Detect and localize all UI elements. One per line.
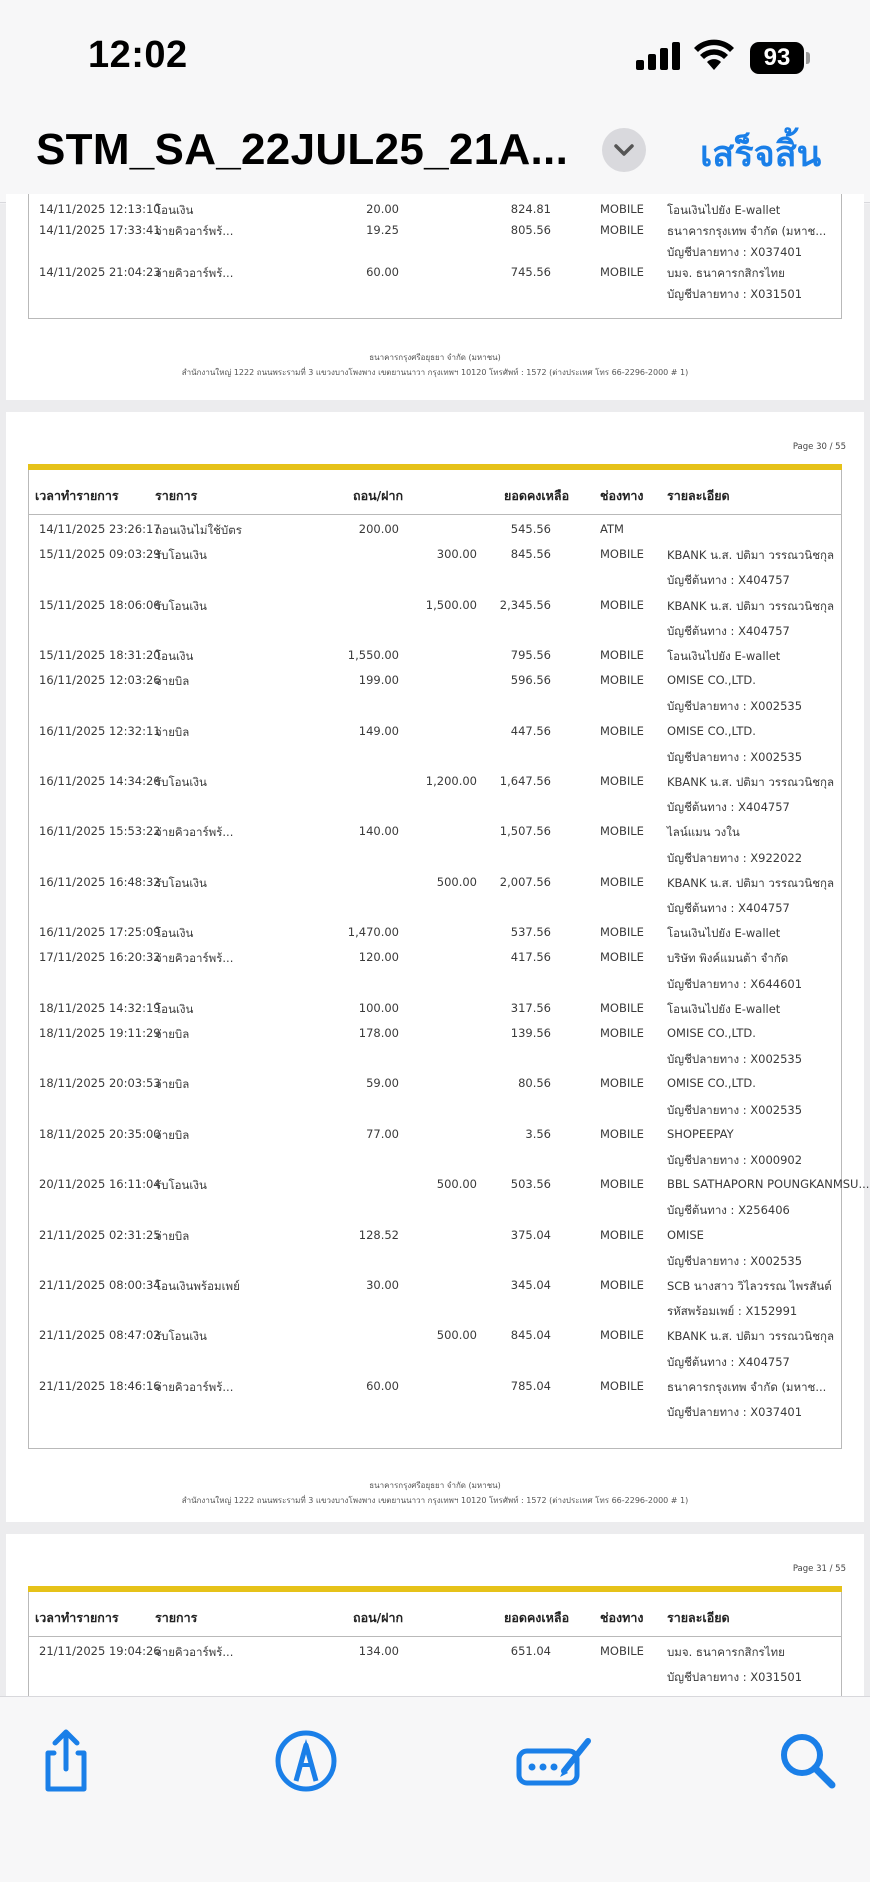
- cell-detail: ธนาคารกรุงเทพ จำกัด (มหาช...: [667, 1379, 827, 1394]
- cell-datetime: 15/11/2025 09:03:29: [39, 547, 161, 562]
- cell-datetime: 21/11/2025 19:04:26: [39, 1644, 161, 1658]
- cell-balance: 345.04: [510, 1278, 551, 1292]
- cell-type: จ่ายบิล: [155, 1027, 190, 1041]
- cell-detail: OMISE CO.,LTD.: [667, 1026, 756, 1040]
- markup-icon[interactable]: [270, 1725, 342, 1797]
- cell-detail: บมจ. ธนาคารกสิกรไทย: [667, 1645, 785, 1659]
- cell-type: จ่ายคิวอาร์พร้...: [155, 224, 234, 238]
- cell-deposit: 300.00: [436, 547, 477, 562]
- cell-detail: บัญชีปลายทาง : X002535: [667, 1052, 803, 1067]
- cell-datetime: 16/11/2025 17:25:09: [39, 925, 161, 940]
- cell-type: โอนเงิน: [155, 203, 194, 217]
- table-row: [29, 522, 841, 547]
- table-row: [29, 673, 841, 698]
- table-row: [29, 1253, 841, 1278]
- cell-balance: 845.56: [510, 547, 551, 562]
- column-header-balance: ยอดคงเหลือ: [504, 488, 570, 503]
- cell-channel: MOBILE: [600, 824, 644, 839]
- table-row: [29, 749, 841, 774]
- cell-detail: บัญชีปลายทาง : X644601: [667, 976, 803, 991]
- cell-datetime: 21/11/2025 08:47:02: [39, 1328, 161, 1343]
- cell-detail: บัญชีต้นทาง : X256406: [667, 1203, 790, 1218]
- table-row: [29, 774, 841, 799]
- column-header-type: รายการ: [155, 488, 198, 503]
- column-header-amount: ถอน/ฝาก: [353, 488, 404, 503]
- table-row: [29, 1379, 841, 1404]
- cell-type: จ่ายคิวอาร์พร้...: [155, 825, 234, 840]
- cellular-signal-icon: [636, 42, 680, 70]
- cell-balance: 503.56: [510, 1177, 551, 1192]
- page-number: Page 30 / 55: [792, 442, 846, 452]
- column-header-amount: ถอน/ฝาก: [353, 1610, 404, 1625]
- cell-detail: โอนเงินไปยัง E-wallet: [667, 649, 781, 663]
- cell-datetime: 16/11/2025 12:03:26: [39, 673, 161, 688]
- cell-channel: MOBILE: [600, 950, 644, 965]
- table-row: [29, 1076, 841, 1101]
- cell-datetime: 14/11/2025 23:26:17: [39, 522, 161, 536]
- table-row: [29, 572, 841, 597]
- cell-detail: บัญชีปลายทาง : X002535: [667, 1253, 803, 1268]
- cell-detail: บัญชีปลายทาง : X002535: [667, 749, 803, 764]
- table-row: [29, 1328, 841, 1353]
- cell-balance: 447.56: [510, 723, 551, 738]
- cell-channel: MOBILE: [600, 1076, 644, 1091]
- cell-channel: MOBILE: [600, 1126, 644, 1141]
- table-row: [29, 1051, 841, 1076]
- cell-detail: โอนเงินไปยัง E-wallet: [667, 926, 781, 941]
- battery-icon: [750, 42, 810, 74]
- cell-balance: 845.04: [510, 1328, 551, 1343]
- cell-withdrawal: 1,550.00: [347, 648, 399, 662]
- cell-detail: โอนเงินไปยัง E-wallet: [667, 1001, 781, 1016]
- cell-balance: 80.56: [518, 1076, 551, 1091]
- cell-withdrawal: 178.00: [358, 1026, 399, 1040]
- cell-type: โอนเงินพร้อมเพย์: [155, 1279, 240, 1293]
- cell-detail: บัญชีปลายทาง : X037401: [667, 245, 803, 259]
- cell-datetime: 15/11/2025 18:06:06: [39, 597, 161, 612]
- cell-detail: OMISE CO.,LTD.: [667, 1076, 756, 1091]
- table-row: [29, 1202, 841, 1227]
- cell-withdrawal: 100.00: [358, 1000, 399, 1015]
- cell-datetime: 14/11/2025 17:33:41: [39, 223, 161, 237]
- cell-datetime: 16/11/2025 16:48:32: [39, 874, 161, 889]
- cell-detail: KBANK น.ส. ปติมา วรรณวนิชกุล: [667, 598, 835, 613]
- cell-withdrawal: 60.00: [366, 1378, 399, 1393]
- cell-balance: 1,647.56: [499, 774, 551, 788]
- cell-datetime: 21/11/2025 02:31:25: [39, 1227, 161, 1242]
- cell-balance: 1,507.56: [499, 824, 551, 839]
- wifi-icon: [694, 40, 734, 72]
- cell-detail: บริษัท พิงค์แมนต้า จำกัด: [667, 951, 789, 966]
- table-row: [29, 1228, 841, 1253]
- cell-type: จ่ายคิวอาร์พร้...: [155, 1379, 234, 1394]
- table-row: [29, 698, 841, 723]
- cell-type: รับโอนเงิน: [155, 1178, 207, 1193]
- cell-channel: MOBILE: [600, 1378, 644, 1393]
- status-time: 12:02: [88, 34, 188, 76]
- cell-detail: SCB นางสาว วิไลวรรณ ไพรสันต์: [667, 1279, 832, 1293]
- cell-datetime: 21/11/2025 08:00:34: [39, 1278, 161, 1292]
- cell-detail: บัญชีต้นทาง : X404757: [667, 573, 790, 588]
- table-row: [29, 1278, 841, 1303]
- cell-balance: 651.04: [510, 1644, 551, 1658]
- table-row: [29, 1303, 841, 1328]
- table-row: [29, 598, 841, 623]
- table-row: [29, 623, 841, 648]
- footer-bank-name: ธนาคารกรุงศรีอยุธยา จำกัด (มหาชน): [369, 1481, 501, 1490]
- cell-detail: OMISE CO.,LTD.: [667, 673, 756, 688]
- cell-channel: MOBILE: [600, 673, 644, 688]
- cell-channel: MOBILE: [600, 1227, 644, 1242]
- table-row: [29, 950, 841, 975]
- column-header-type: รายการ: [155, 1610, 198, 1625]
- cell-detail: บัญชีปลายทาง : X031501: [667, 287, 803, 301]
- cell-detail: KBANK น.ส. ปติมา วรรณวนิชกุล: [667, 875, 835, 890]
- column-header-channel: ช่องทาง: [600, 488, 644, 503]
- cell-type: โอนเงิน: [155, 649, 194, 663]
- cell-detail: บมจ. ธนาคารกสิกรไทย: [667, 266, 785, 280]
- cell-type: จ่ายบิล: [155, 674, 190, 689]
- cell-channel: MOBILE: [600, 1328, 644, 1343]
- cell-detail: บัญชีปลายทาง : X000902: [667, 1153, 803, 1167]
- transaction-table: [28, 470, 870, 1449]
- done-button[interactable]: เสร็จสิ้น: [700, 134, 822, 175]
- cell-datetime: 20/11/2025 16:11:04: [39, 1177, 161, 1192]
- column-header-channel: ช่องทาง: [600, 1610, 644, 1625]
- cell-datetime: 16/11/2025 14:34:26: [39, 774, 161, 788]
- cell-balance: 805.56: [510, 223, 551, 237]
- table-row: [29, 547, 841, 572]
- cell-channel: MOBILE: [600, 1278, 644, 1292]
- pdf-page-30: [6, 412, 870, 1522]
- table-row: [29, 976, 841, 1001]
- column-header-datetime: เวลาทำรายการ: [35, 488, 119, 503]
- cell-detail: โอนเงินไปยัง E-wallet: [667, 203, 781, 217]
- cell-datetime: 18/11/2025 14:32:19: [39, 1000, 161, 1015]
- cell-channel: MOBILE: [600, 925, 644, 940]
- cell-detail: บัญชีปลายทาง : X922022: [667, 850, 803, 865]
- cell-detail: OMISE: [667, 1227, 704, 1242]
- footer-address: สำนักงานใหญ่ 1222 ถนนพระรามที่ 3 แขวงบางโพงพาง เขตยานนาวา กรุงเทพฯ 10120 โทรศัพท์ : 1572 (ต่างประเทศ โทร 66-2296-2000 # 1): [181, 1496, 689, 1505]
- cell-channel: MOBILE: [600, 1026, 644, 1040]
- table-row: [29, 824, 841, 849]
- cell-type: จ่ายคิวอาร์พร้...: [155, 951, 234, 966]
- page-number: Page 31 / 55: [792, 1564, 846, 1574]
- cell-balance: 537.56: [510, 925, 551, 940]
- table-row: [29, 1001, 841, 1026]
- table-row: [29, 1127, 841, 1152]
- cell-type: รับโอนเงิน: [155, 548, 207, 563]
- cell-type: โอนเงิน: [155, 926, 194, 941]
- cell-balance: 375.04: [510, 1227, 551, 1242]
- table-row: [29, 1404, 841, 1429]
- cell-type: รับโอนเงิน: [155, 775, 207, 789]
- cell-type: จ่ายบิล: [155, 1077, 190, 1092]
- cell-balance: 3.56: [525, 1126, 551, 1141]
- footer-bank-name: ธนาคารกรุงศรีอยุธยา จำกัด (มหาชน): [369, 353, 501, 362]
- cell-withdrawal: 149.00: [358, 723, 399, 738]
- cell-balance: 2,007.56: [499, 874, 551, 889]
- cell-channel: ATM: [600, 522, 624, 536]
- pdf-viewer[interactable]: [0, 204, 870, 1696]
- search-icon[interactable]: [772, 1725, 844, 1797]
- cell-channel: MOBILE: [600, 874, 644, 889]
- cell-type: ถอนเงินไม่ใช้บัตร: [155, 523, 242, 537]
- cell-channel: MOBILE: [600, 1000, 644, 1015]
- cell-detail: บัญชีต้นทาง : X404757: [667, 901, 790, 915]
- cell-channel: MOBILE: [600, 547, 644, 562]
- cell-withdrawal: 20.00: [366, 202, 399, 216]
- table-row: [29, 1354, 841, 1379]
- cell-detail: บัญชีปลายทาง : X037401: [667, 1405, 803, 1419]
- table-row: [29, 648, 841, 673]
- cell-detail: KBANK น.ส. ปติมา วรรณวนิชกุล: [667, 1329, 835, 1344]
- column-header-datetime: เวลาทำรายการ: [35, 1610, 119, 1625]
- cell-datetime: 16/11/2025 15:53:22: [39, 824, 161, 839]
- cell-datetime: 15/11/2025 18:31:20: [39, 648, 161, 662]
- cell-withdrawal: 140.00: [358, 824, 399, 839]
- table-row: [29, 1669, 841, 1694]
- table-row: [29, 1026, 841, 1051]
- title-menu-button[interactable]: [602, 128, 646, 172]
- cell-type: จ่ายคิวอาร์พร้...: [155, 266, 234, 280]
- cell-withdrawal: 199.00: [358, 673, 399, 688]
- cell-datetime: 18/11/2025 20:35:00: [39, 1126, 161, 1141]
- cell-channel: MOBILE: [600, 1644, 644, 1658]
- table-row: [29, 1644, 841, 1669]
- cell-detail: ธนาคารกรุงเทพ จำกัด (มหาช...: [667, 224, 827, 238]
- cell-balance: 545.56: [510, 522, 551, 536]
- cell-deposit: 1,500.00: [425, 597, 477, 612]
- cell-balance: 596.56: [510, 673, 551, 688]
- battery-level: 93: [750, 42, 804, 74]
- cell-detail: OMISE CO.,LTD.: [667, 723, 756, 738]
- column-header-balance: ยอดคงเหลือ: [504, 1610, 570, 1625]
- cell-type: จ่ายคิวอาร์พร้...: [155, 1645, 234, 1659]
- cell-detail: SHOPEEPAY: [667, 1126, 734, 1141]
- cell-detail: บัญชีปลายทาง : X031501: [667, 1670, 803, 1685]
- cell-detail: บัญชีต้นทาง : X404757: [667, 623, 790, 638]
- cell-channel: MOBILE: [600, 774, 644, 788]
- cell-deposit: 500.00: [436, 1328, 477, 1343]
- cell-datetime: 18/11/2025 19:11:29: [39, 1026, 161, 1040]
- table-row: [29, 799, 841, 824]
- cell-balance: 417.56: [510, 950, 551, 965]
- share-icon[interactable]: [30, 1725, 102, 1797]
- cell-balance: 785.04: [510, 1378, 551, 1393]
- cell-withdrawal: 30.00: [366, 1278, 399, 1292]
- footer-address: สำนักงานใหญ่ 1222 ถนนพระรามที่ 3 แขวงบางโพงพาง เขตยานนาวา กรุงเทพฯ 10120 โทรศัพท์ : 1572 (ต่างประเทศ โทร 66-2296-2000 # 1): [181, 368, 689, 377]
- cell-datetime: 18/11/2025 20:03:53: [39, 1076, 161, 1091]
- header-divider: [29, 1636, 841, 1637]
- status-bar: [0, 0, 870, 115]
- cell-type: จ่ายบิล: [155, 1127, 190, 1142]
- table-row: [29, 875, 841, 900]
- table-row: [29, 724, 841, 749]
- cell-deposit: 500.00: [436, 874, 477, 889]
- nav-bar: [0, 115, 870, 203]
- cell-type: จ่ายบิล: [155, 1228, 190, 1243]
- cell-channel: MOBILE: [600, 265, 644, 279]
- cell-type: รับโอนเงิน: [155, 598, 207, 613]
- table-row: [29, 286, 841, 311]
- table-row: [29, 1177, 870, 1202]
- cell-detail: บัญชีปลายทาง : X002535: [667, 1102, 803, 1117]
- pdf-page-29: [6, 194, 864, 400]
- cell-channel: MOBILE: [600, 597, 644, 612]
- cell-deposit: 1,200.00: [425, 774, 477, 788]
- chevron-down-icon: [613, 141, 635, 159]
- table-row: [29, 925, 841, 950]
- cell-detail: รหัสพร้อมเพย์ : X152991: [667, 1304, 798, 1319]
- cell-datetime: 21/11/2025 18:46:16: [39, 1378, 161, 1393]
- table-row: [29, 1152, 841, 1177]
- cell-type: รับโอนเงิน: [155, 1329, 207, 1344]
- table-row: [29, 1102, 841, 1127]
- cell-withdrawal: 19.25: [366, 223, 399, 237]
- cell-balance: 2,345.56: [499, 597, 551, 612]
- cell-withdrawal: 120.00: [358, 950, 399, 965]
- cell-withdrawal: 128.52: [358, 1227, 399, 1242]
- cell-withdrawal: 59.00: [366, 1076, 399, 1091]
- cell-withdrawal: 1,470.00: [347, 925, 399, 940]
- cell-withdrawal: 200.00: [358, 522, 399, 536]
- document-title[interactable]: STM_SA_22JUL25_21A...: [36, 125, 569, 174]
- cell-balance: 317.56: [510, 1000, 551, 1015]
- cell-channel: MOBILE: [600, 202, 644, 216]
- transaction-table: [28, 194, 842, 319]
- cell-balance: 824.81: [510, 202, 551, 216]
- cell-withdrawal: 60.00: [366, 265, 399, 279]
- cell-detail: BBL SATHAPORN POUNGKANMSU...: [667, 1177, 870, 1192]
- cell-detail: บัญชีต้นทาง : X404757: [667, 1354, 790, 1369]
- cell-withdrawal: 77.00: [366, 1126, 399, 1141]
- table-row: [29, 900, 841, 925]
- cell-datetime: 16/11/2025 12:32:11: [39, 723, 161, 738]
- cell-withdrawal: 134.00: [358, 1644, 399, 1658]
- cell-channel: MOBILE: [600, 223, 644, 237]
- header-divider: [29, 514, 841, 515]
- cell-datetime: 14/11/2025 21:04:23: [39, 265, 161, 279]
- cell-detail: ไลน์แมน วงใน: [667, 825, 740, 840]
- cell-channel: MOBILE: [600, 1177, 644, 1192]
- table-row: [29, 850, 841, 875]
- cell-channel: MOBILE: [600, 648, 644, 662]
- signature-icon[interactable]: [514, 1725, 596, 1797]
- cell-datetime: 17/11/2025 16:20:32: [39, 950, 161, 965]
- cell-detail: KBANK น.ส. ปติมา วรรณวนิชกุล: [667, 548, 835, 563]
- cell-balance: 139.56: [510, 1026, 551, 1040]
- cell-balance: 795.56: [510, 648, 551, 662]
- cell-detail: บัญชีต้นทาง : X404757: [667, 800, 790, 815]
- cell-detail: KBANK น.ส. ปติมา วรรณวนิชกุล: [667, 775, 835, 789]
- cell-deposit: 500.00: [436, 1177, 477, 1192]
- bottom-toolbar: [0, 1696, 870, 1882]
- cell-datetime: 14/11/2025 12:13:10: [39, 202, 161, 216]
- cell-type: โอนเงิน: [155, 1001, 194, 1016]
- column-header-detail: รายละเอียด: [667, 488, 730, 503]
- cell-type: รับโอนเงิน: [155, 875, 207, 890]
- column-header-detail: รายละเอียด: [667, 1610, 730, 1625]
- cell-detail: บัญชีปลายทาง : X002535: [667, 699, 803, 714]
- cell-type: จ่ายบิล: [155, 724, 190, 739]
- cell-balance: 745.56: [510, 265, 551, 279]
- cell-channel: MOBILE: [600, 723, 644, 738]
